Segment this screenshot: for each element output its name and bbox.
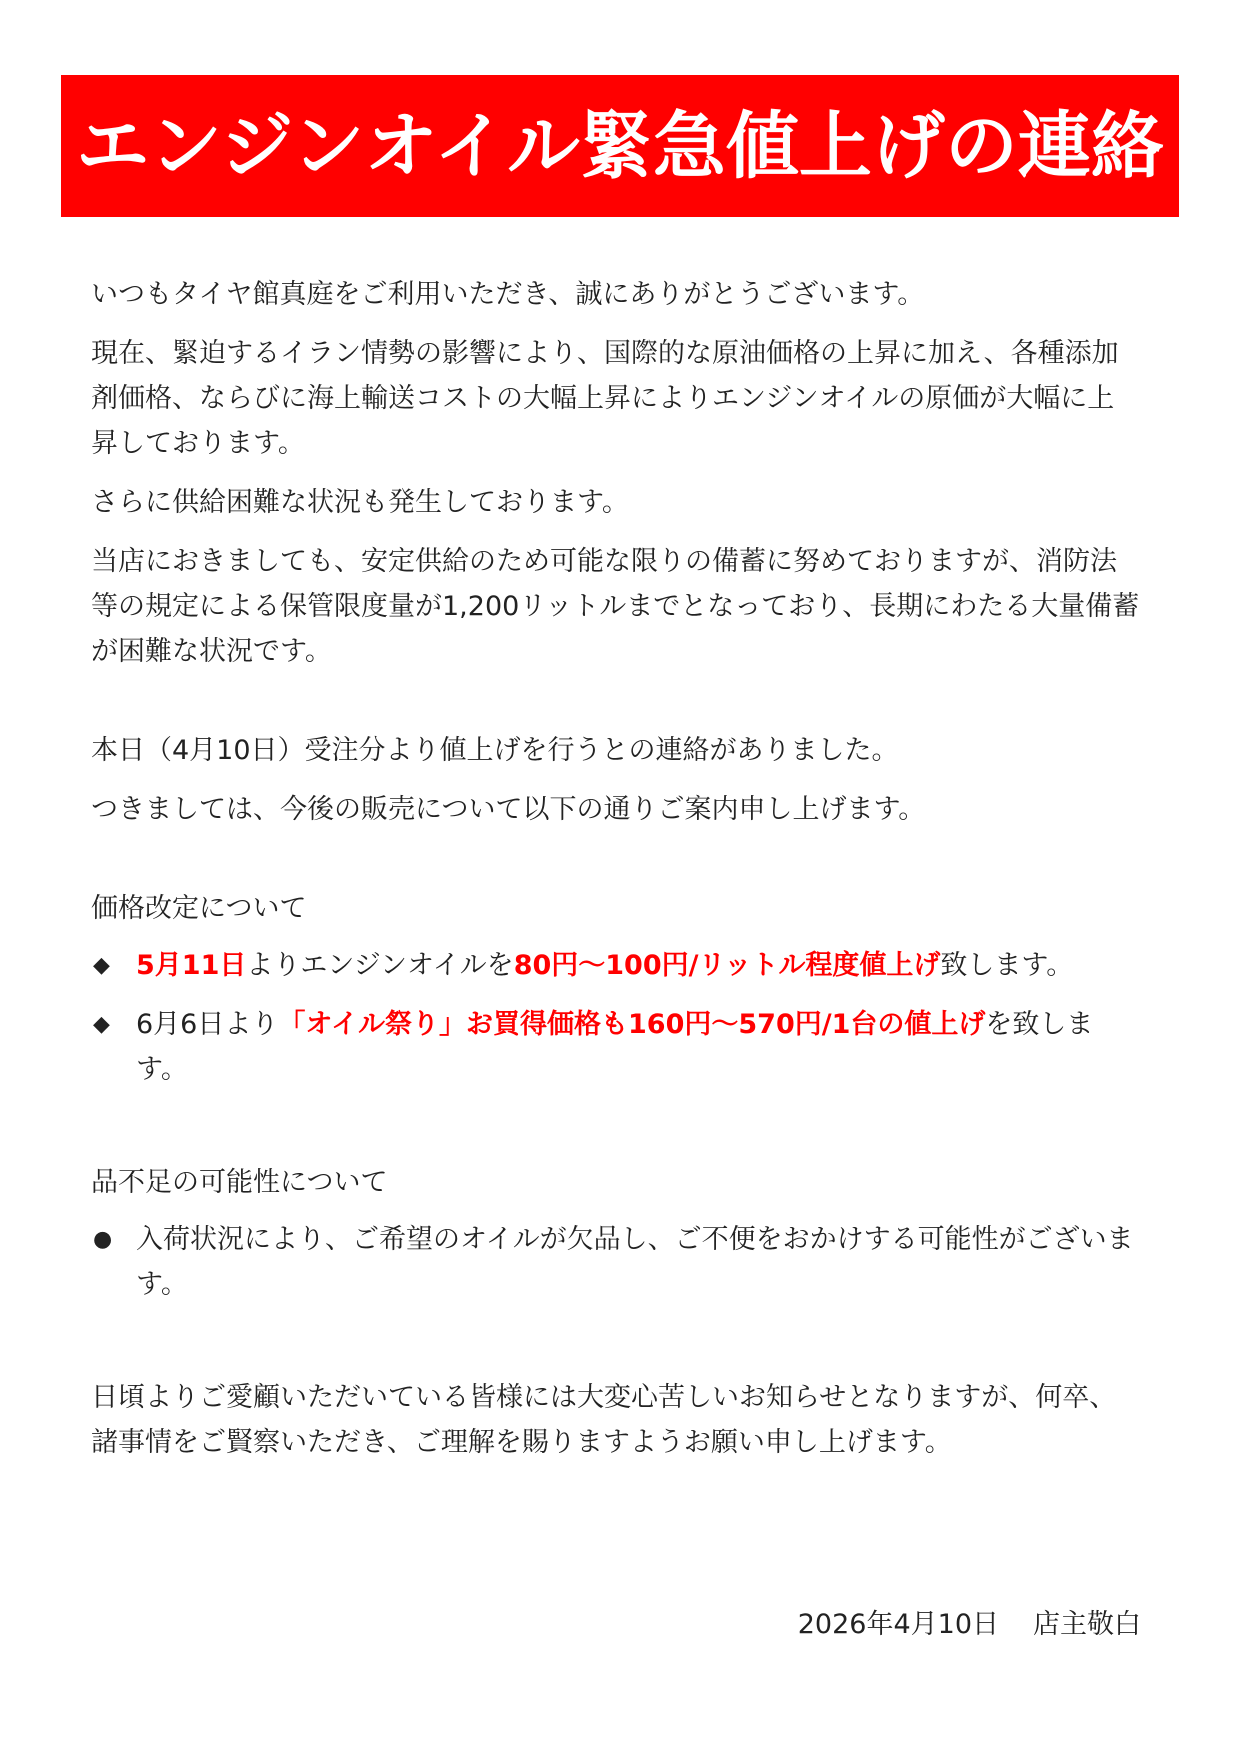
shortage-item <box>91 1217 1141 1307</box>
spacer <box>91 1321 1141 1375</box>
notice-body <box>91 272 1141 1479</box>
spacer <box>91 846 1141 886</box>
price-item-date: 6月6日より <box>136 1009 279 1040</box>
guidance-paragraph: つきましては、今後の販売について以下の通りご案内申し上げます。 <box>91 794 926 825</box>
supply-paragraph: さらに供給困難な状況も発生しております。 <box>91 487 629 518</box>
price-section-heading: 価格改定について <box>91 893 307 924</box>
price-item-oil <box>91 943 1141 988</box>
notice-paragraph: 本日（4月10日）受注分より値上げを行うとの連絡がありました。 <box>91 735 899 766</box>
shortage-section-heading: 品不足の可能性について <box>91 1167 388 1198</box>
page-title: エンジンオイル緊急値上げの連絡 <box>76 103 1164 189</box>
signature <box>798 1602 1141 1647</box>
price-item-festival <box>91 1002 1141 1092</box>
price-item-suffix: 致します。 <box>940 950 1074 981</box>
spacer <box>91 1106 1141 1160</box>
spacer <box>91 688 1141 728</box>
title-banner <box>61 75 1179 217</box>
closing-paragraph: 日頃よりご愛顧いただいている皆様には大変心苦しいお知らせとなりますが、何卒、諸事情をご賢察いただき、ご理解を賜りますようお願い申し上げます。 <box>91 1382 1117 1458</box>
price-item-highlight: 「オイル祭り」お買得価格も160円～570円/1台の値上げ <box>278 1009 986 1040</box>
storage-paragraph: 当店におきましても、安定供給のため可能な限りの備蓄に努めておりますが、消防法等の規定による保管限度量が1,200リットルまでとなっており、長期にわたる大量備蓄が困難な状況です。 <box>91 546 1140 667</box>
price-item-text: よりエンジンオイルを <box>246 950 514 981</box>
price-item-highlight: 80円～100円/リットル程度値上げ <box>513 950 941 981</box>
price-item-date: 5月11日 <box>136 950 247 981</box>
diamond-bullet-icon: ◆ <box>93 953 110 978</box>
signature-date: 2026年4月10日 <box>797 1609 999 1640</box>
price-item-suffix: を致します。 <box>136 1009 1094 1085</box>
diamond-bullet-icon: ◆ <box>93 1012 110 1037</box>
shortage-item-text: 入荷状況により、ご希望のオイルが欠品し、ご不便をおかけする可能性がございます。 <box>136 1224 1134 1300</box>
greeting-paragraph: いつもタイヤ館真庭をご利用いただき、誠にありがとうございます。 <box>91 279 925 310</box>
signature-author: 店主敬白 <box>1033 1609 1141 1640</box>
situation-paragraph: 現在、緊迫するイラン情勢の影響により、国際的な原油価格の上昇に加え、各種添加剤価格、ならびに海上輸送コストの大幅上昇によりエンジンオイルの原価が大幅に上昇しております。 <box>91 338 1119 459</box>
dot-bullet-icon: ● <box>93 1227 113 1252</box>
